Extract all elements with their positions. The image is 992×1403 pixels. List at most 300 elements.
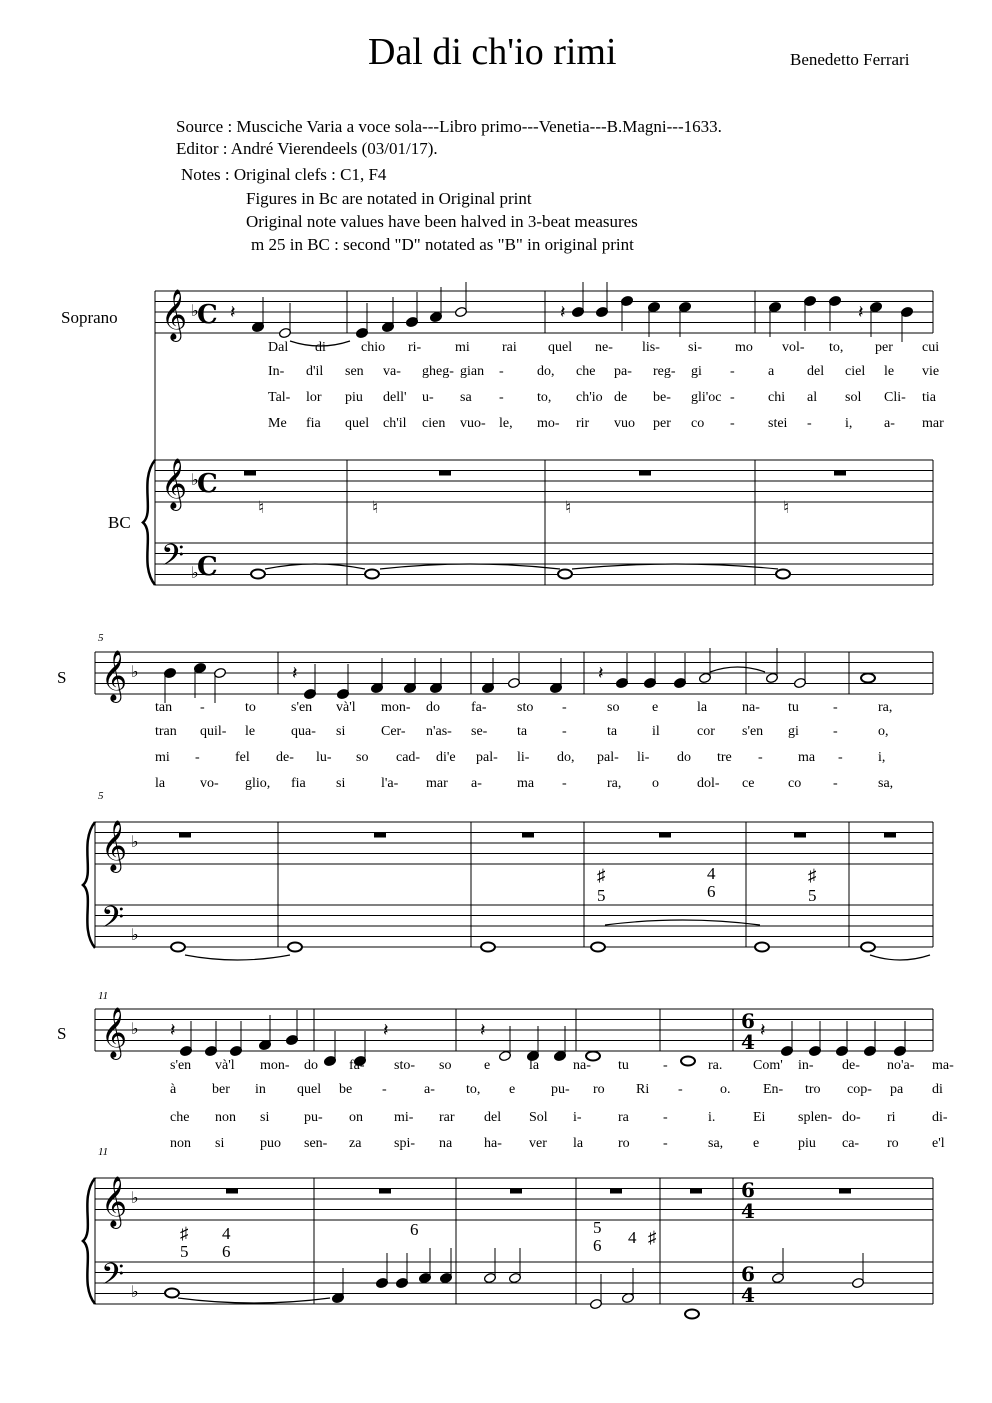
whole-note [365, 570, 379, 579]
lyric-syllable: pu- [304, 1110, 323, 1125]
lyric-syllable: piu [798, 1136, 816, 1151]
lyric-syllable: co [788, 776, 802, 791]
lyric-syllable: il [652, 724, 660, 739]
tie-slur [710, 667, 765, 672]
lyric-syllable: l'a- [381, 776, 399, 791]
lyric-syllable: na- [742, 700, 760, 715]
lyric-syllable: sen [345, 364, 364, 379]
lyric-syllable: gli'oc [691, 390, 722, 405]
lyric-syllable: be [339, 1082, 353, 1097]
lyric-syllable: non [170, 1136, 191, 1151]
lyric-syllable: s'en [291, 700, 313, 715]
lyric-syllable: Ei [753, 1110, 766, 1125]
bc-part-label: BC [108, 513, 131, 532]
lyric-syllable: tia [922, 390, 936, 405]
treble-clef-icon: 𝄞 [101, 820, 128, 871]
lyric-syllable: za [349, 1136, 362, 1151]
lyric-syllable: tu [618, 1058, 629, 1073]
lyric-syllable: sto- [394, 1058, 415, 1073]
lyric-syllable: la [155, 776, 166, 791]
lyric-syllable: al [807, 390, 818, 405]
whole-rest [659, 833, 671, 838]
bass-clef-icon: 𝄢 [161, 539, 185, 580]
tie-slur [870, 955, 930, 960]
lyric-syllable: to, [537, 390, 552, 405]
lyric-syllable: tu [788, 700, 799, 715]
treble-clef-icon: 𝄞 [101, 1176, 128, 1227]
time-signature-denominator: 4 [741, 1199, 755, 1223]
lyric-syllable: - [562, 724, 567, 739]
lyric-syllable: do, [537, 364, 555, 379]
lyric-syllable: a- [884, 416, 895, 431]
tie-slur [185, 955, 290, 960]
lyric-syllable: spi- [394, 1136, 415, 1151]
figured-bass-figure: 4 [707, 864, 716, 883]
lyric-syllable: - [562, 700, 567, 715]
figured-bass-figure: ♯ [648, 1228, 657, 1247]
lyric-syllable: do, [557, 750, 575, 765]
notes-line-2: Figures in Bc are notated in Original print [246, 189, 532, 208]
lyric-syllable: ro [618, 1136, 630, 1151]
figured-bass-figure: 6 [410, 1220, 419, 1239]
lyric-syllable: sto [517, 700, 534, 715]
whole-rest [226, 1189, 238, 1194]
lyric-syllable: quil- [200, 724, 227, 739]
lyric-syllable: quel [297, 1082, 322, 1097]
lyric-syllable: ri- [408, 340, 422, 355]
lyric-syllable: na [439, 1136, 453, 1151]
lyric-syllable: se- [471, 724, 488, 739]
lyric-syllable: i, [878, 750, 886, 765]
lyric-syllable: mon- [381, 700, 411, 715]
lyric-syllable: dol- [697, 776, 720, 791]
whole-rest [522, 833, 534, 838]
lyric-syllable: do- [842, 1110, 861, 1125]
lyric-syllable: o, [878, 724, 889, 739]
lyric-syllable: gheg- [422, 364, 454, 379]
lyric-syllable: o [652, 776, 659, 791]
piano-brace [143, 460, 155, 585]
lyric-syllable: sa, [708, 1136, 724, 1151]
lyric-syllable: in- [798, 1058, 814, 1073]
lyric-syllable: Ri [636, 1082, 650, 1097]
lyric-syllable: En- [763, 1082, 784, 1097]
lyric-syllable: cui [922, 340, 940, 355]
lyric-syllable: la [697, 700, 708, 715]
lyric-syllable: - [807, 416, 812, 431]
whole-note [681, 1057, 695, 1066]
figured-bass-figure: ♮ [565, 498, 572, 517]
lyric-syllable: puo [260, 1136, 281, 1151]
lyric-syllable: si [336, 724, 346, 739]
flat-key-icon: ♭ [191, 301, 199, 320]
lyric-syllable: splen- [798, 1110, 833, 1125]
lyric-syllable: - [663, 1110, 668, 1125]
lyric-syllable: và'l [336, 700, 356, 715]
lyric-syllable: vie [922, 364, 940, 379]
figured-bass-figure: 4 [222, 1224, 231, 1243]
lyric-syllable: quel [345, 416, 370, 431]
figured-bass-figure: ♯ [808, 866, 817, 885]
lyric-syllable: chi [768, 390, 786, 405]
lyric-syllable: che [576, 364, 596, 379]
lyric-syllable: si- [688, 340, 702, 355]
lyric-syllable: ce [742, 776, 755, 791]
bar-number-sys2-bc: 5 [98, 790, 104, 802]
lyric-syllable: ta [607, 724, 618, 739]
lyric-syllable: sa, [878, 776, 894, 791]
whole-rest [639, 471, 651, 476]
notes-line: Notes : Original clefs : C1, F4 [181, 165, 387, 184]
lyric-syllable: ne- [595, 340, 613, 355]
lyric-syllable: pal- [476, 750, 498, 765]
flat-key-icon: ♭ [191, 470, 199, 489]
figured-bass-figure: ♮ [783, 498, 790, 517]
treble-clef-icon: 𝄞 [161, 289, 188, 340]
treble-clef-icon: 𝄞 [161, 458, 188, 509]
lyric-syllable: si [260, 1110, 270, 1125]
time-signature-denominator: 4 [741, 1030, 755, 1054]
lyric-syllable: do [677, 750, 691, 765]
lyric-syllable: ro [593, 1082, 605, 1097]
lyric-syllable: e [753, 1136, 760, 1151]
lyric-syllable: in [255, 1082, 266, 1097]
whole-rest [794, 833, 806, 838]
common-time-signature: C [197, 300, 218, 330]
whole-rest [690, 1189, 702, 1194]
lyric-syllable: tran [155, 724, 177, 739]
lyric-syllable: gi [788, 724, 799, 739]
lyric-syllable: fa- [349, 1058, 365, 1073]
flat-key-icon: ♭ [131, 662, 139, 681]
lyric-syllable: s'en [742, 724, 764, 739]
lyric-syllable: reg- [653, 364, 676, 379]
lyric-syllable: Cer- [381, 724, 406, 739]
whole-note [685, 1310, 699, 1319]
lyric-syllable: vo- [200, 776, 219, 791]
whole-note [481, 943, 495, 952]
whole-rest [244, 471, 256, 476]
lyric-syllable: s'en [170, 1058, 192, 1073]
lyric-syllable: si [336, 776, 346, 791]
lyric-syllable: e [484, 1058, 491, 1073]
lyric-syllable: che [170, 1110, 190, 1125]
lyric-syllable: ta [517, 724, 528, 739]
bar-number-sys3-bc: 11 [98, 1146, 109, 1158]
figured-bass-figure: 5 [597, 886, 606, 905]
whole-rest [610, 1189, 622, 1194]
lyric-syllable: d'il [306, 364, 324, 379]
lyric-syllable: mo- [537, 416, 560, 431]
lyric-syllable: qua- [291, 724, 316, 739]
bass-clef-icon: 𝄢 [101, 901, 125, 942]
lyric-syllable: ciel [845, 364, 866, 379]
lyric-syllable: tan [155, 700, 173, 715]
lyric-syllable: - [499, 390, 504, 405]
lyric-syllable: gi [691, 364, 702, 379]
lyric-syllable: - [499, 364, 504, 379]
time-signature-numerator: 6 [741, 1262, 755, 1286]
lyric-syllable: del [807, 364, 825, 379]
lyric-syllable: và'l [215, 1058, 235, 1073]
figured-bass-figure: 6 [222, 1242, 231, 1261]
lyric-syllable: to [245, 700, 256, 715]
lyric-syllable: Me [268, 416, 287, 431]
flat-key-icon: ♭ [191, 563, 199, 582]
time-signature-denominator: 4 [741, 1283, 755, 1307]
lyric-syllable: - [663, 1058, 668, 1073]
lyric-syllable: to, [466, 1082, 481, 1097]
lyric-syllable: le [884, 364, 895, 379]
lyric-syllable: cor [697, 724, 715, 739]
tie-slur [572, 564, 778, 569]
lyric-syllable: chio [361, 340, 386, 355]
lyric-syllable: sa [460, 390, 472, 405]
lyric-syllable: i, [845, 416, 853, 431]
lyric-syllable: ch'io [576, 390, 603, 405]
lyric-syllable: - [200, 700, 205, 715]
lyric-syllable: quel [548, 340, 573, 355]
whole-note [755, 943, 769, 952]
quarter-rest-icon: 𝄽 [292, 663, 298, 684]
lyric-syllable: Com' [753, 1058, 783, 1073]
lyric-syllable: di [315, 340, 326, 355]
soprano-short-label-2: S [57, 668, 67, 687]
lyric-syllable: piu [345, 390, 363, 405]
whole-note [251, 570, 265, 579]
whole-note [171, 943, 185, 952]
lyric-syllable: - [730, 416, 735, 431]
lyric-syllable: tro [805, 1082, 821, 1097]
whole-note [861, 943, 875, 952]
lyric-syllable: - [195, 750, 200, 765]
lyric-syllable: e [652, 700, 659, 715]
piano-brace [83, 822, 95, 948]
lyric-syllable: glio, [245, 776, 271, 791]
whole-rest [884, 833, 896, 838]
lyric-syllable: - [833, 776, 838, 791]
lyric-syllable: ma [517, 776, 535, 791]
lyric-syllable: ma- [932, 1058, 954, 1073]
lyric-syllable: mi [155, 750, 170, 765]
treble-clef-icon: 𝄞 [101, 1007, 128, 1058]
lyric-syllable: Tal- [268, 390, 291, 405]
whole-rest [379, 1189, 391, 1194]
lyric-syllable: stei [768, 416, 788, 431]
whole-rest [179, 833, 191, 838]
lyric-syllable: de- [276, 750, 294, 765]
lyric-syllable: vuo [614, 416, 635, 431]
lyric-syllable: pa [890, 1082, 904, 1097]
lyric-syllable: cad- [396, 750, 421, 765]
tie-slur [380, 564, 560, 569]
lyric-syllable: la [529, 1058, 540, 1073]
bar-number-sys2-top: 5 [98, 632, 104, 644]
lyric-syllable: ra, [607, 776, 622, 791]
lyric-syllable: tre [717, 750, 732, 765]
figured-bass-figure: 6 [593, 1236, 602, 1255]
whole-rest [834, 471, 846, 476]
lyric-syllable: do [426, 700, 440, 715]
lyric-syllable: to, [829, 340, 844, 355]
flat-key-icon: ♭ [131, 832, 139, 851]
lyric-syllable: pal- [597, 750, 619, 765]
lyric-syllable: va- [383, 364, 401, 379]
lyric-syllable: cop- [847, 1082, 872, 1097]
lyric-syllable: - [758, 750, 763, 765]
lyric-syllable: gian [460, 364, 485, 379]
lyric-syllable: i- [573, 1110, 582, 1125]
lyric-syllable: à [170, 1082, 177, 1097]
quarter-rest-icon: 𝄽 [760, 1020, 766, 1041]
lyric-syllable: le, [499, 416, 513, 431]
whole-rest [439, 471, 451, 476]
lyric-syllable: ver [529, 1136, 547, 1151]
lyric-syllable: ca- [842, 1136, 860, 1151]
lyric-syllable: - [382, 1082, 387, 1097]
lyric-syllable: mi- [394, 1110, 414, 1125]
quarter-rest-icon: 𝄽 [230, 302, 236, 323]
lyric-syllable: - [562, 776, 567, 791]
whole-rest [374, 833, 386, 838]
bass-clef-icon: 𝄢 [101, 1258, 125, 1299]
lyric-syllable: rir [576, 416, 590, 431]
flat-key-icon: ♭ [131, 1019, 139, 1038]
figured-bass-figure: 4 [628, 1228, 637, 1247]
soprano-part-label: Soprano [61, 308, 118, 327]
lyric-syllable: fel [235, 750, 250, 765]
tie-slur [178, 1298, 330, 1303]
whole-rest [510, 1189, 522, 1194]
lyric-syllable: ha- [484, 1136, 502, 1151]
lyric-syllable: - [678, 1082, 683, 1097]
whole-note [861, 674, 875, 683]
source-line: Source : Musciche Varia a voce sola---Libro primo---Venetia---B.Magni---1633. [176, 117, 722, 136]
tie-slur [265, 564, 365, 569]
notes-line-3: Original note values have been halved in 3-beat measures [246, 212, 638, 231]
quarter-rest-icon: 𝄽 [170, 1020, 176, 1041]
lyric-syllable: on [349, 1110, 363, 1125]
lyric-syllable: do [304, 1058, 318, 1073]
lyric-syllable: del [484, 1110, 502, 1125]
lyric-syllable: de [614, 390, 628, 405]
lyric-syllable: pa- [614, 364, 632, 379]
lyric-syllable: pu- [551, 1082, 570, 1097]
lyric-syllable: na- [573, 1058, 591, 1073]
lyric-syllable: e [509, 1082, 516, 1097]
lyric-syllable: - [838, 750, 843, 765]
lyric-syllable: lor [306, 390, 322, 405]
flat-key-icon: ♭ [131, 925, 139, 944]
lyric-syllable: sen- [304, 1136, 328, 1151]
whole-note [288, 943, 302, 952]
common-time-signature: C [197, 469, 218, 499]
lyric-syllable: n'as- [426, 724, 452, 739]
lyric-syllable: mon- [260, 1058, 290, 1073]
lyric-syllable: ro [887, 1136, 899, 1151]
lyric-syllable: dell' [383, 390, 407, 405]
lyric-syllable: di [932, 1082, 943, 1097]
piano-brace [83, 1178, 95, 1304]
common-time-signature: C [197, 552, 218, 582]
lyric-syllable: sol [845, 390, 862, 405]
lyric-syllable: ri [887, 1110, 896, 1125]
lyric-syllable: mar [922, 416, 944, 431]
lyric-syllable: a [768, 364, 775, 379]
lyric-syllable: - [833, 700, 838, 715]
lyric-syllable: mi [455, 340, 470, 355]
quarter-rest-icon: 𝄽 [560, 302, 566, 323]
lyric-syllable: li- [637, 750, 650, 765]
lyric-syllable: ch'il [383, 416, 407, 431]
lyric-syllable: cien [422, 416, 446, 431]
time-signature-numerator: 6 [741, 1009, 755, 1033]
piece-title: Dal di ch'io rimi [368, 31, 617, 73]
lyric-syllable: mar [426, 776, 448, 791]
lyric-syllable: si [215, 1136, 225, 1151]
quarter-rest-icon: 𝄽 [383, 1020, 389, 1041]
lyric-syllable: fia [291, 776, 306, 791]
whole-note [591, 943, 605, 952]
time-signature-numerator: 6 [741, 1178, 755, 1202]
flat-key-icon: ♭ [131, 1188, 139, 1207]
lyric-syllable: di- [932, 1110, 948, 1125]
whole-rest [839, 1189, 851, 1194]
lyric-syllable: li- [517, 750, 530, 765]
quarter-rest-icon: 𝄽 [598, 663, 604, 684]
lyric-syllable: a- [424, 1082, 435, 1097]
lyric-syllable: di'e [436, 750, 456, 765]
figured-bass-figure: 6 [707, 882, 716, 901]
lyric-syllable: so [439, 1058, 452, 1073]
lyric-syllable: ra [618, 1110, 629, 1125]
figured-bass-figure: ♯ [597, 866, 606, 885]
lyric-syllable: so [607, 700, 620, 715]
lyric-syllable: vuo- [460, 416, 486, 431]
lyric-syllable: ber [212, 1082, 230, 1097]
bar-number-sys3-top: 11 [98, 990, 109, 1002]
lyric-syllable: - [663, 1136, 668, 1151]
lyric-syllable: Cli- [884, 390, 906, 405]
figured-bass-figure: ♮ [372, 498, 379, 517]
quarter-rest-icon: 𝄽 [858, 302, 864, 323]
whole-note [558, 570, 572, 579]
lyric-syllable: ra. [708, 1058, 723, 1073]
flat-key-icon: ♭ [131, 1282, 139, 1301]
lyric-syllable: vol- [782, 340, 805, 355]
lyric-syllable: non [215, 1110, 236, 1125]
editor-line: Editor : André Vierendeels (03/01/17). [176, 139, 438, 158]
composer-name: Benedetto Ferrari [790, 50, 910, 69]
lyric-syllable: e'l [932, 1136, 945, 1151]
lyric-syllable: be- [653, 390, 671, 405]
figured-bass-figure: 5 [593, 1218, 602, 1237]
lyric-syllable: a- [471, 776, 482, 791]
lyric-syllable: per [875, 340, 893, 355]
lyric-syllable: fa- [471, 700, 487, 715]
lyric-syllable: no'a- [887, 1058, 915, 1073]
lyric-syllable: o. [720, 1082, 731, 1097]
figured-bass-figure: 5 [808, 886, 817, 905]
treble-clef-icon: 𝄞 [101, 650, 128, 701]
whole-note [165, 1289, 179, 1298]
whole-note [776, 570, 790, 579]
lyric-syllable: u- [422, 390, 434, 405]
tie-slur [605, 920, 760, 925]
lyric-syllable: lis- [642, 340, 660, 355]
figured-bass-figure: 5 [180, 1242, 189, 1261]
lyric-syllable: Dal [268, 340, 289, 355]
